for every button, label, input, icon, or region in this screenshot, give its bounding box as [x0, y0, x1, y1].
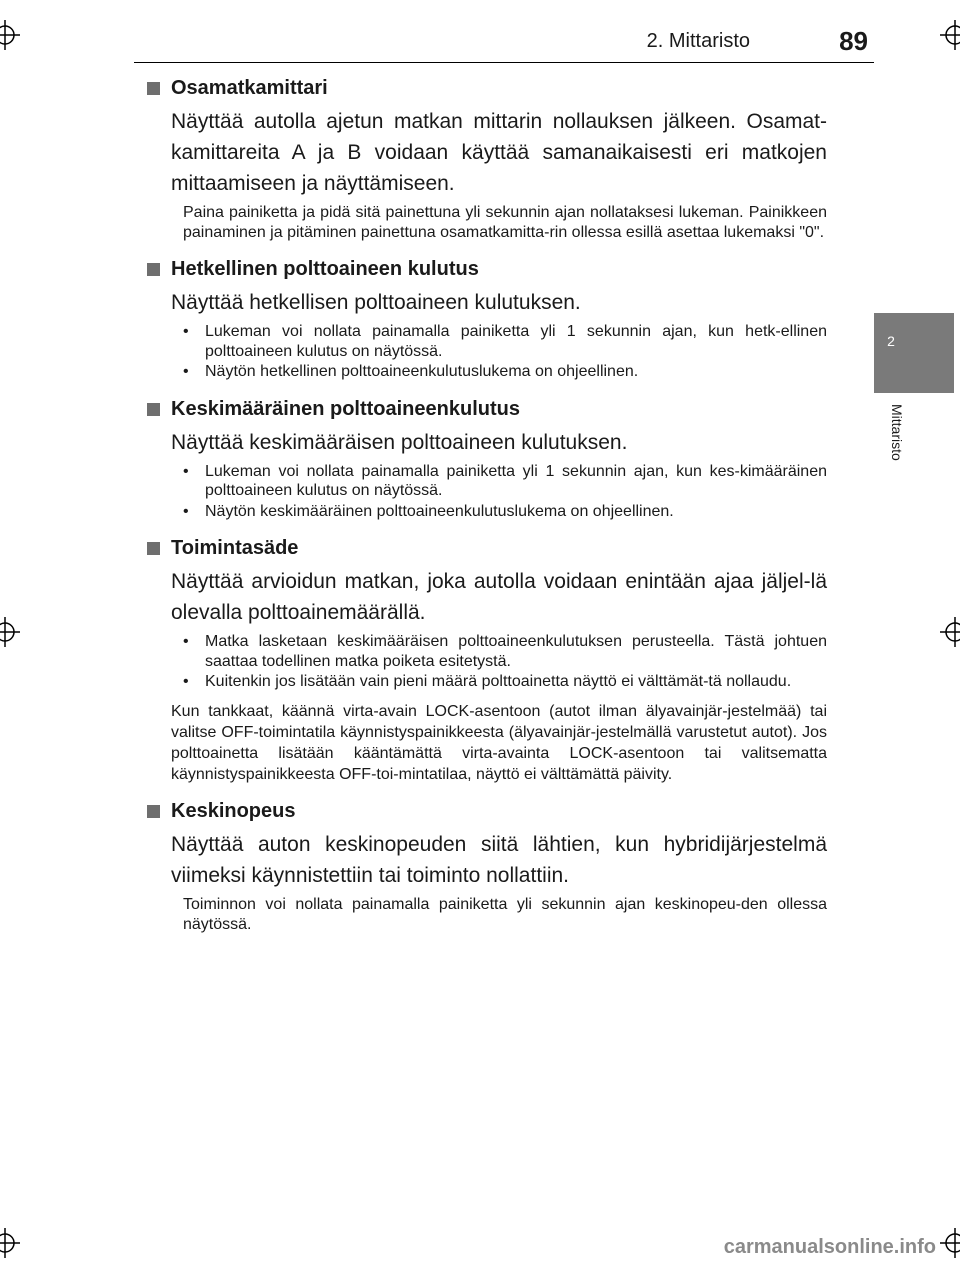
bullet-icon: • [183, 633, 189, 650]
list-item: • Kuitenkin jos lisätään vain pieni määrä polttoainetta näyttö ei välttämät-tä nollaudu. [183, 673, 792, 690]
registration-mark-bottom-right [940, 1228, 960, 1258]
registration-mark-bottom-left [0, 1228, 20, 1258]
registration-mark-top-left [0, 20, 20, 50]
list-item: • Näytön hetkellinen polttoaineenkulutuslukema on ohjeellinen. [183, 363, 639, 380]
square-bullet-icon [147, 263, 160, 276]
chapter-tab-label: Mittaristo [889, 404, 905, 461]
list-item: • Lukeman voi nollata painamalla painiketta yli 1 sekunnin ajan, kun kes-kimääräinen polttoaineen kulutus on näytössä. [183, 462, 827, 499]
section-heading [147, 254, 827, 284]
bullet-icon: • [183, 673, 189, 690]
section-lead: Näyttää auton keskinopeuden siitä lähtien, kun hybridijärjestelmä viimeksi käynnistettiin tai toiminto nollattiin. [171, 832, 827, 887]
page-content [147, 73, 827, 935]
list-item: • Lukeman voi nollata painamalla painiketta yli 1 sekunnin ajan, kun hetk-ellinen polttoaineen kulutus on näytössä. [183, 323, 827, 360]
section-title: Keskinopeus [171, 799, 296, 822]
square-bullet-icon [147, 805, 160, 818]
registration-mark-middle-right [940, 617, 960, 647]
section-lead: Näyttää autolla ajetun matkan mittarin nollauksen jälkeen. Osamat-kamittareita A ja B voidaan käyttää samanaikaisesti eri matkojen mittaamiseen ja näyttämiseen. [171, 110, 827, 195]
list-item: • Matka lasketaan keskimääräisen polttoaineenkulutuksen perusteella. Tästä johtuen saattaa todellinen matka poiketa esitetystä. [183, 633, 827, 670]
section-note: Toiminnon voi nollata painamalla painiketta yli sekunnin ajan keskinopeu-den ollessa näytössä. [183, 895, 827, 933]
section-heading [147, 73, 827, 103]
chapter-tab [874, 313, 954, 393]
square-bullet-icon [147, 403, 160, 416]
section-paragraph: Kun tankkaat, käännä virta-avain LOCK-asentoon (autot ilman älyavainjär-jestelmää) tai valitse OFF-toimintatila käynnistyspainikkeesta (älyavainjär-jestelmällä varustetut autot). Jos polttoainetta lisätään kääntämättä virta-avainta LOCK-asentoon tai valitsematta käynnistyspainikkeesta OFF-toi-mintatilaa, näyttö ei välttämättä päivity. [171, 702, 827, 783]
list-item: • Näytön keskimääräinen polttoaineenkulutuslukema on ohjeellinen. [183, 502, 674, 520]
chapter-tab-number: 2 [887, 333, 895, 349]
section-heading [147, 394, 827, 424]
bullet-icon: • [183, 323, 189, 340]
registration-mark-middle-left [0, 617, 20, 647]
section-lead: Näyttää arvioidun matkan, joka autolla voidaan enintään ajaa jäljel-lä olevalla polttoainemäärällä. [171, 570, 827, 624]
page-number: 89 [839, 26, 868, 56]
bullet-list [183, 632, 827, 692]
watermark: carmanualsonline.info [723, 1236, 936, 1258]
bullet-list [183, 462, 827, 522]
bullet-list [183, 322, 827, 382]
square-bullet-icon [147, 82, 160, 95]
section-title: Toimintasäde [171, 537, 299, 559]
header-divider [134, 62, 874, 63]
section-note: Paina painiketta ja pidä sitä painettuna yli sekunnin ajan nollataksesi lukeman. Painikkeen painaminen ja pitäminen painettuna osamatkamitta-rin ollessa esillä asettaa lukemaksi "0". [183, 204, 827, 241]
section-heading [147, 796, 827, 826]
bullet-icon: • [183, 363, 189, 380]
section-title: Osamatkamittari [171, 77, 328, 99]
section-lead: Näyttää keskimääräisen polttoaineen kulutuksen. [171, 430, 628, 454]
square-bullet-icon [147, 542, 160, 555]
section-title: Hetkellinen polttoaineen kulutus [171, 258, 479, 280]
section-heading [147, 533, 827, 563]
registration-mark-top-right [940, 20, 960, 50]
section-lead: Näyttää hetkellisen polttoaineen kulutuksen. [171, 291, 581, 314]
bullet-icon: • [183, 502, 189, 520]
chapter-title: 2. Mittaristo [646, 30, 750, 52]
section-title: Keskimääräinen polttoaineenkulutus [171, 397, 520, 420]
bullet-icon: • [183, 462, 189, 480]
